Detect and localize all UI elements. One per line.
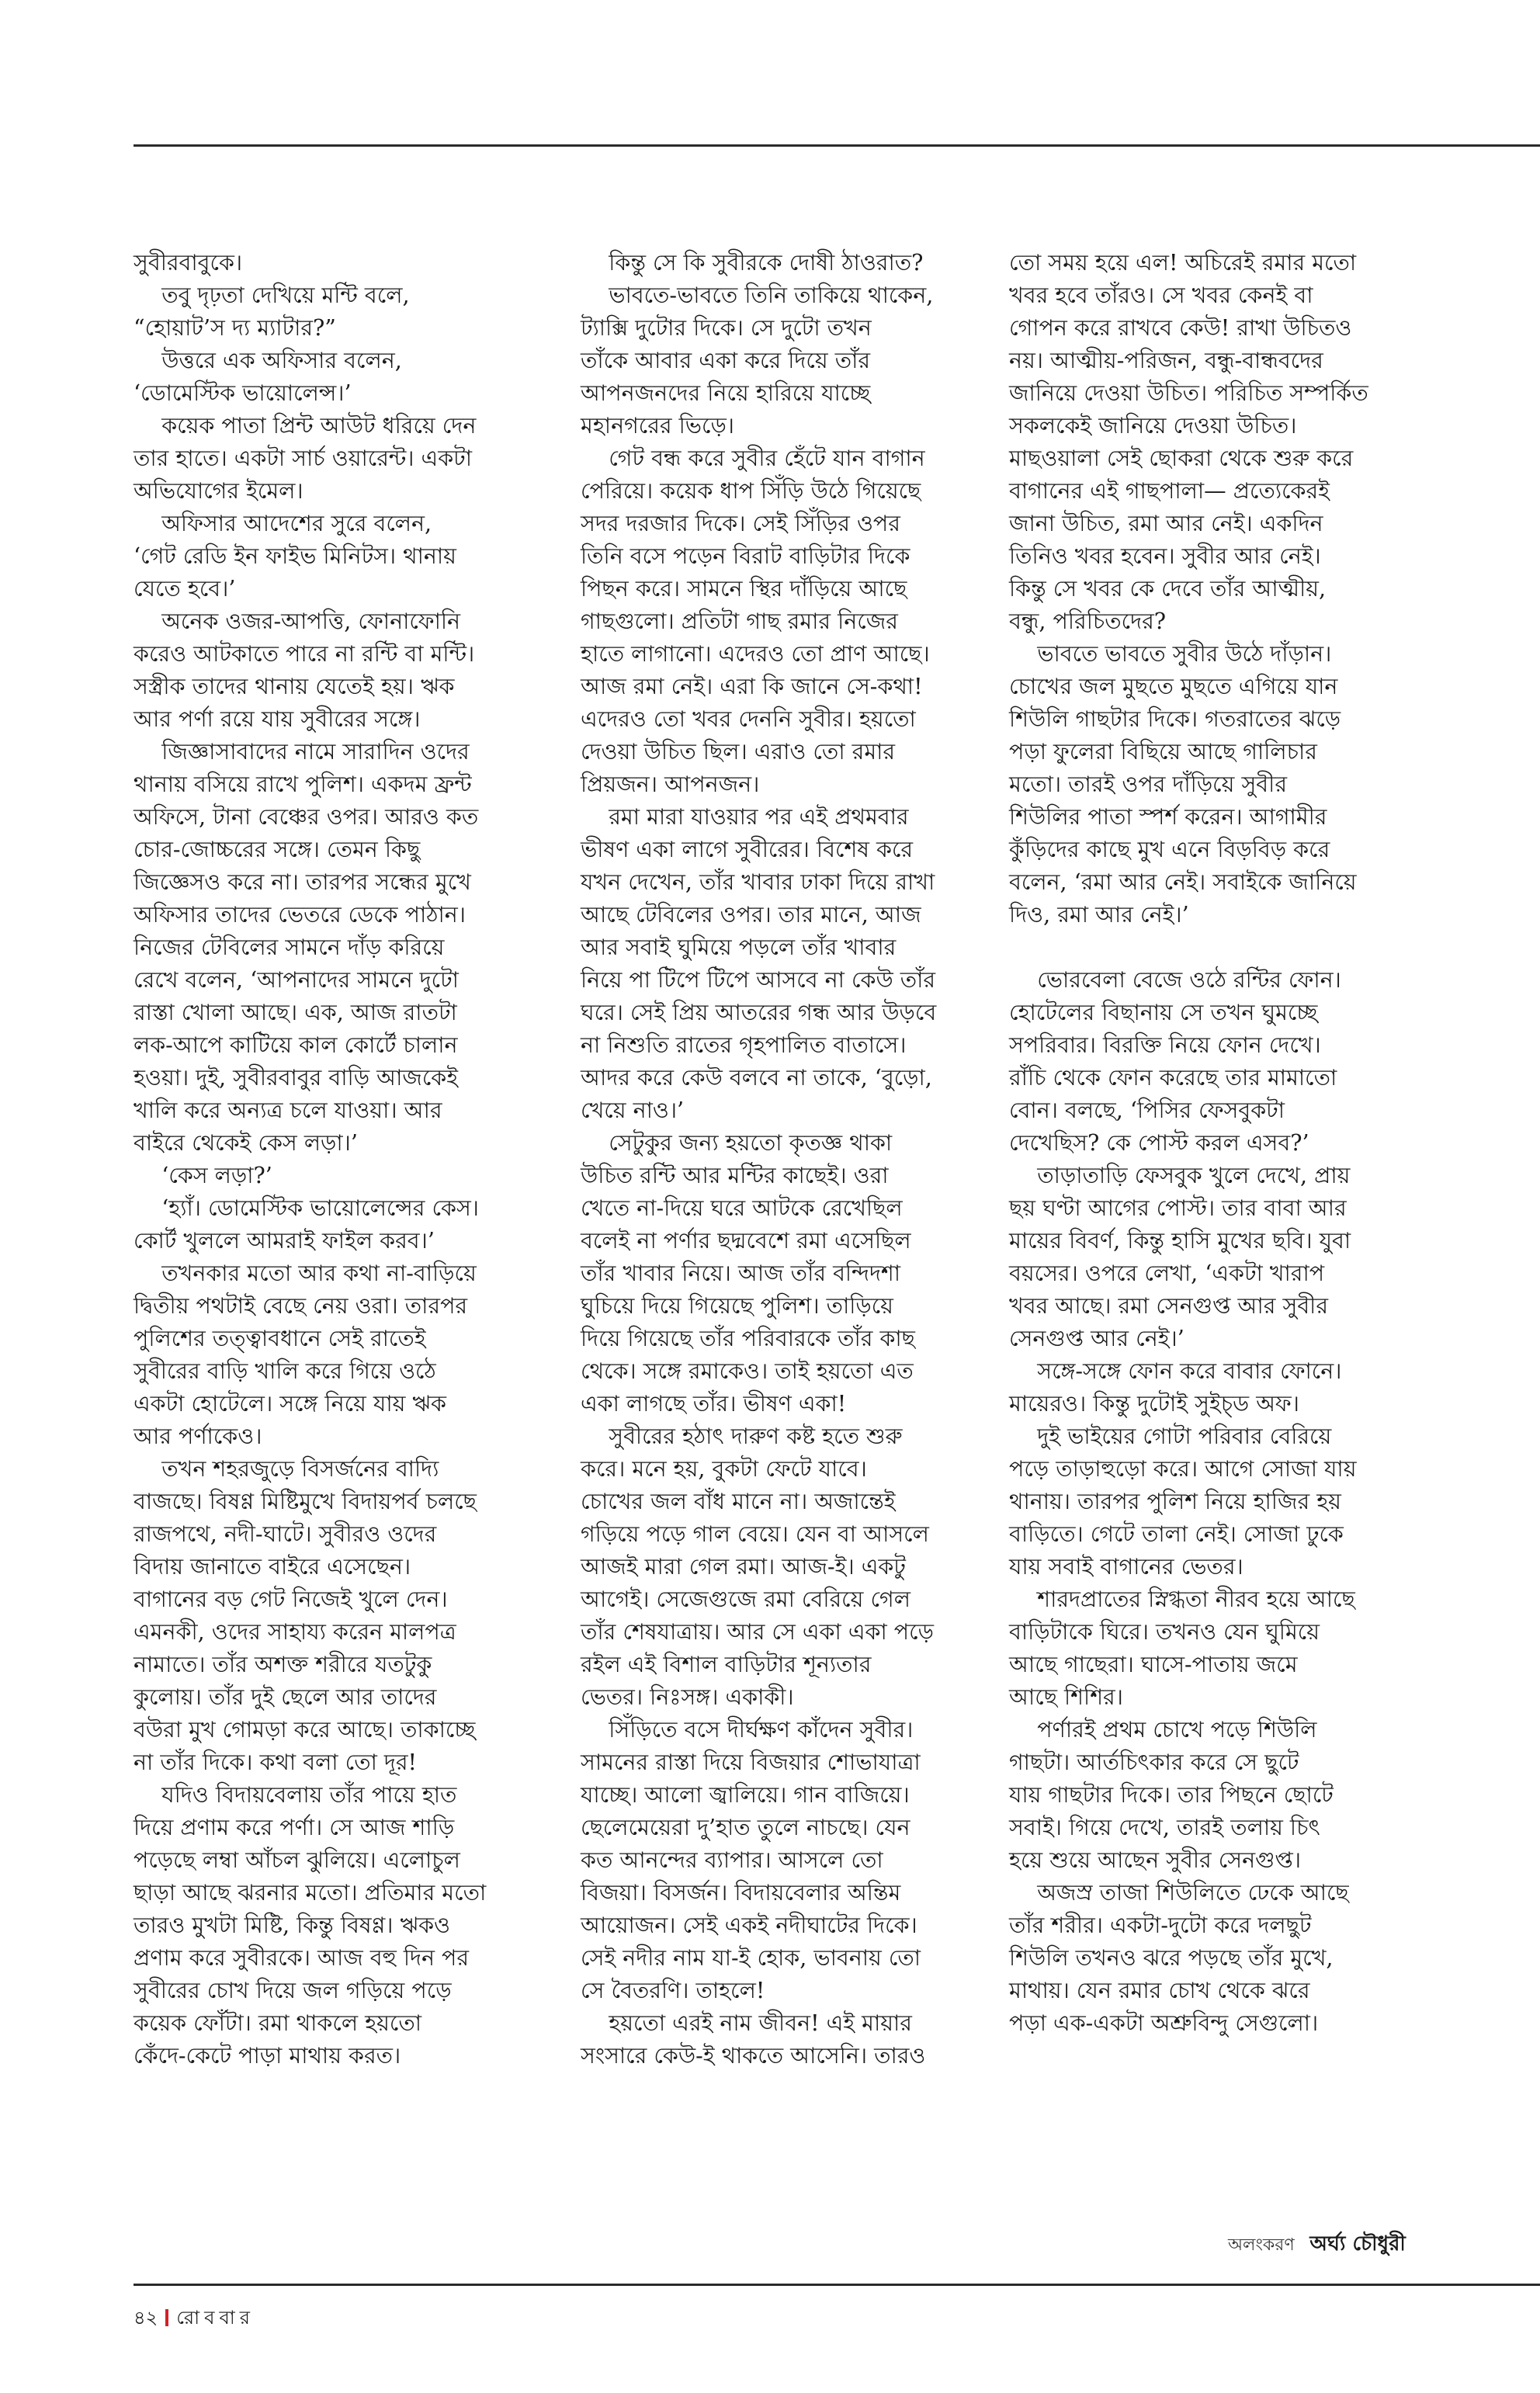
text-line: নামাতে। তাঁর অশক্ত শরীরে যতটুকু <box>134 1652 432 1677</box>
text-line: চোখের জল বাঁধ মানে না। অজান্তেই <box>581 1489 896 1514</box>
text-line: তাড়াতাড়ি ফেসবুক খুলে দেখে, প্রায় <box>1009 1163 1351 1188</box>
text-line: তিনি বসে পড়েন বিরাট বাড়িটার দিকে <box>581 543 910 569</box>
text-line: পড়া ফুলেরা বিছিয়ে আছে গালিচার <box>1009 739 1317 765</box>
text-line: যায় গাছটার দিকে। তার পিছনে ছোটে <box>1009 1782 1334 1808</box>
page-footer <box>134 2304 255 2335</box>
text-line: হোটেলের বিছানায় সে তখন ঘুমচ্ছে <box>1009 1000 1318 1025</box>
text-line: করে। মনে হয়, বুকটা ফেটে যাবে। <box>581 1456 867 1482</box>
text-line: না নিশুতি রাতের গৃহপালিত বাতাসে। <box>581 1032 907 1058</box>
text-line: যখন দেখেন, তাঁর খাবার ঢাকা দিয়ে রাখা <box>581 869 935 895</box>
text-line: রাস্তা খোলা আছে। এক, আজ রাতটা <box>134 1000 457 1025</box>
article-column-1 <box>134 247 546 2072</box>
text-line: হাতে লাগানো। এদেরও তো প্রাণ আছে। <box>581 641 930 667</box>
text-line: বিজয়া। বিসর্জন। বিদায়বেলার অন্তিম <box>581 1880 901 1906</box>
text-line: খালি করে অন্যত্র চলে যাওয়া। আর <box>134 1098 442 1123</box>
bottom-rule <box>134 2284 1540 2286</box>
text-line: যদিও বিদায়বেলায় তাঁর পায়ে হাত <box>134 1782 457 1808</box>
text-line: দ্বিতীয় পথটাই বেছে নেয় ওরা। তারপর <box>134 1293 468 1319</box>
text-line: সুবীরের চোখ দিয়ে জল গড়িয়ে পড়ে <box>134 1978 452 2003</box>
text-line: আজ রমা নেই। এরা কি জানে সে-কথা! <box>581 674 923 699</box>
text-line: বোন। বলছে, ‘পিসির ফেসবুকটা <box>1009 1098 1285 1123</box>
text-line: জিজ্ঞেসও করে না। তারপর সন্ধের মুখে <box>134 869 471 895</box>
text-line: অজস্র তাজা শিউলিতে ঢেকে আছে <box>1009 1880 1349 1906</box>
text-line: ছয় ঘণ্টা আগের পোস্ট। তার বাবা আর <box>1009 1195 1347 1221</box>
text-line: সুবীরের বাড়ি খালি করে গিয়ে ওঠে <box>134 1358 436 1384</box>
text-line: বাজছে। বিষণ্ণ মিষ্টিমুখে বিদায়পর্ব চলছে <box>134 1489 477 1514</box>
text-line: পিছন করে। সামনে স্থির দাঁড়িয়ে আছে <box>581 576 907 602</box>
text-line: চোর-জোচ্চরের সঙ্গে। তেমন কিছু <box>134 837 421 862</box>
text-line: ঘরে। সেই প্রিয় আতরের গন্ধ আর উড়বে <box>581 1000 937 1025</box>
text-line: তখন শহরজুড়ে বিসর্জনের বাদ্যি <box>134 1456 439 1482</box>
folio-divider <box>165 2309 168 2326</box>
text-line: অফিসে, টানা বেঞ্চের ওপর। আরও কত <box>134 804 479 830</box>
text-line: “হোয়াট’স দ্য ম্যাটার?” <box>134 315 336 341</box>
text-line: অফিসার তাদের ভেতরে ডেকে পাঠান। <box>134 902 466 928</box>
illustrator-name: অর্ঘ্য চৌধুরী <box>1309 2232 1406 2256</box>
text-line: দেওয়া উচিত ছিল। এরাও তো রমার <box>581 739 896 765</box>
text-line: খেয়ে নাও।’ <box>581 1098 685 1123</box>
text-line: শারদপ্রাতের স্নিগ্ধতা নীরব হয়ে আছে <box>1009 1587 1355 1612</box>
text-line: কয়েক পাতা প্রিন্ট আউট ধরিয়ে দেন <box>134 413 477 439</box>
text-line: পেরিয়ে। কয়েক ধাপ সিঁড়ি উঠে গিয়েছে <box>581 478 921 504</box>
text-line: মাছওয়ালা সেই ছোকরা থেকে শুরু করে <box>1009 446 1354 471</box>
text-line: ‘গেট রেডি ইন ফাইভ মিনিটস। থানায় <box>134 543 456 569</box>
text-line: সে বৈতরণি। তাহলে! <box>581 1978 765 2003</box>
text-line: তারও মুখটা মিষ্টি, কিন্তু বিষণ্ণ। ঋকও <box>134 1913 450 1938</box>
text-line: সবাই। গিয়ে দেখে, তারই তলায় চিৎ <box>1009 1815 1320 1840</box>
text-line: মতো। তারই ওপর দাঁড়িয়ে সুবীর <box>1009 772 1288 797</box>
text-line: থেকে। সঙ্গে রমাকেও। তাই হয়তো এত <box>581 1358 914 1384</box>
text-line: ঘুচিয়ে দিয়ে গিয়েছে পুলিশ। তাড়িয়ে <box>581 1293 893 1319</box>
text-line: শিউলি গাছটার দিকে। গতরাতের ঝড়ে <box>1009 706 1341 732</box>
text-line: খেতে না-দিয়ে ঘরে আটকে রেখেছিল <box>581 1195 903 1221</box>
text-line: মায়েরও। কিন্তু দুটোই সুইচ্‌ড অফ। <box>1009 1391 1299 1417</box>
text-line: আছে টেবিলের ওপর। তার মানে, আজ <box>581 902 921 928</box>
text-line: হওয়া। দুই, সুবীরবাবুর বাড়ি আজকেই <box>134 1065 459 1091</box>
text-line: তাঁর খাবার নিয়ে। আজ তাঁর বন্দিদশা <box>581 1261 901 1286</box>
text-line: কিন্তু সে খবর কে দেবে তাঁর আত্মীয়, <box>1009 576 1327 602</box>
text-line: আর পর্ণা রয়ে যায় সুবীরের সঙ্গে। <box>134 706 421 732</box>
text-line: সেটুকুর জন্য হয়তো কৃতজ্ঞ থাকা <box>581 1130 893 1156</box>
text-line: কত আনন্দের ব্যাপার। আসলে তো <box>581 1847 883 1873</box>
text-line: বাগানের এই গাছপালা— প্রত্যেকেরই <box>1009 478 1330 504</box>
text-line: ট্যাক্সি দুটোর দিকে। সে দুটো তখন <box>581 315 872 341</box>
text-line: জানিয়ে দেওয়া উচিত। পরিচিত সম্পর্কিত <box>1009 380 1368 406</box>
text-line: তিনিও খবর হবেন। সুবীর আর নেই। <box>1009 543 1321 569</box>
text-line: গেট বন্ধ করে সুবীর হেঁটে যান বাগান <box>581 446 925 471</box>
text-line: কেঁদে-কেটে পাড়া মাথায় করত। <box>134 2043 401 2069</box>
text-line: সংসারে কেউ-ই থাকতে আসেনি। তারও <box>581 2043 926 2069</box>
text-line: দেখেছিস? কে পোস্ট করল এসব?’ <box>1009 1130 1309 1156</box>
text-line: আগেই। সেজেগুজে রমা বেরিয়ে গেল <box>581 1587 910 1612</box>
text-line: খবর হবে তাঁরও। সে খবর কেনই বা <box>1009 283 1313 308</box>
text-line: তো সময় হয়ে এল! অচিরেই রমার মতো <box>1009 250 1357 276</box>
text-line: দিও, রমা আর নেই।’ <box>1009 902 1189 928</box>
text-line: আদর করে কেউ বলবে না তাকে, ‘বুড়ো, <box>581 1065 932 1091</box>
text-line: ভাবতে ভাবতে সুবীর উঠে দাঁড়ান। <box>1009 641 1332 667</box>
text-line: রাঁচি থেকে ফোন করেছে তার মামাতো <box>1009 1065 1337 1091</box>
text-line: ছাড়া আছে ঝরনার মতো। প্রতিমার মতো <box>134 1880 487 1906</box>
text-line: নিয়ে পা টিপে টিপে আসবে না কেউ তাঁর <box>581 967 936 993</box>
text-line: নিজের টেবিলের সামনে দাঁড় করিয়ে <box>134 935 445 960</box>
text-line: তাঁর শরীর। একটা-দুটো করে দলছুট <box>1009 1913 1312 1938</box>
text-line: তার হাতে। একটা সার্চ ওয়ারেন্ট। একটা <box>134 446 472 471</box>
article-column-3 <box>1009 247 1444 2040</box>
text-line: প্রিয়জন। আপনজন। <box>581 772 760 797</box>
text-line: একা লাগছে তাঁর। ভীষণ একা! <box>581 1391 847 1417</box>
text-line: কুঁড়িদের কাছে মুখ এনে বিড়বিড় করে <box>1009 837 1330 862</box>
text-line: গোপন করে রাখবে কেউ! রাখা উচিতও <box>1009 315 1352 341</box>
text-line <box>1009 931 1444 964</box>
text-line: পড়েছে লম্বা আঁচল ঝুলিয়ে। এলোচুল <box>134 1847 460 1873</box>
text-line: পড়া এক-একটা অশ্রুবিন্দু সেগুলো। <box>1009 2010 1319 2036</box>
text-line: আর পর্ণাকেও। <box>134 1424 262 1449</box>
text-line: বন্ধু, পরিচিতদের? <box>1009 609 1167 634</box>
text-line: অফিসার আদেশের সুরে বলেন, <box>134 511 432 536</box>
text-line: পড়ে তাড়াহুড়ো করে। আগে সোজা যায় <box>1009 1456 1357 1482</box>
text-line: অনেক ওজর-আপত্তি, ফোনাফোনি <box>134 609 461 634</box>
text-line: মায়ের বিবর্ণ, কিন্তু হাসি মুখের ছবি। যুবা <box>1009 1228 1351 1254</box>
text-line: থানায়। তারপর পুলিশ নিয়ে হাজির হয় <box>1009 1489 1341 1514</box>
text-line: ভেতর। নিঃসঙ্গ। একাকী। <box>581 1684 794 1710</box>
text-line: যায় সবাই বাগানের ভেতর। <box>1009 1554 1243 1580</box>
text-line: তাঁকে আবার একা করে দিয়ে তাঁর <box>581 348 871 373</box>
text-line: মাথায়। যেন রমার চোখ থেকে ঝরে <box>1009 1978 1310 2003</box>
text-line: থানায় বসিয়ে রাখে পুলিশ। একদম ফ্রন্ট <box>134 772 472 797</box>
article-column-2 <box>581 247 994 2072</box>
top-rule <box>134 144 1540 147</box>
text-line: তাঁর শেষযাত্রায়। আর সে একা একা পড়ে <box>581 1619 934 1645</box>
text-line: জিজ্ঞাসাবাদের নামে সারাদিন ওদের <box>134 739 470 765</box>
text-line: শিউলি তখনও ঝরে পড়ছে তাঁর মুখে, <box>1009 1945 1334 1971</box>
text-line: প্রণাম করে সুবীরকে। আজ বহু দিন পর <box>134 1945 470 1971</box>
text-line: খবর আছে। রমা সেনগুপ্ত আর সুবীর <box>1009 1293 1329 1319</box>
text-line: সপরিবার। বিরক্তি নিয়ে ফোন দেখে। <box>1009 1032 1321 1058</box>
text-line: আপনজনদের নিয়ে হারিয়ে যাচ্ছে <box>581 380 871 406</box>
credit-label: অলংকরণ <box>1228 2235 1295 2255</box>
text-line: হয়ে শুয়ে আছেন সুবীর সেনগুপ্ত। <box>1009 1847 1302 1873</box>
text-line: ভোরবেলা বেজে ওঠে রন্টির ফোন। <box>1009 967 1341 993</box>
text-line: সেই নদীর নাম যা-ই হোক, ভাবনায় তো <box>581 1945 921 1971</box>
text-line: পর্ণারই প্রথম চোখে পড়ে শিউলি <box>1009 1717 1317 1743</box>
text-line: যেতে হবে।’ <box>134 576 236 602</box>
text-line: পুলিশের তত্ত্বাবধানে সেই রাতেই <box>134 1326 426 1351</box>
text-line: বলেই না পর্ণার ছদ্মবেশে রমা এসেছিল <box>581 1228 911 1254</box>
magazine-name: রোববার <box>176 2307 255 2329</box>
text-line: আর সবাই ঘুমিয়ে পড়লে তাঁর খাবার <box>581 935 897 960</box>
text-line: বউরা মুখ গোমড়া করে আছে। তাকাচ্ছে <box>134 1717 476 1743</box>
text-line: এমনকী, ওদের সাহায্য করেন মালপত্র <box>134 1619 456 1645</box>
text-line: দিয়ে গিয়েছে তাঁর পরিবারকে তাঁর কাছ <box>581 1326 915 1351</box>
text-line: মহানগরের ভিড়ে। <box>581 413 734 439</box>
text-line: আজই মারা গেল রমা। আজ-ই। একটু <box>581 1554 906 1580</box>
text-line: এদেরও তো খবর দেননি সুবীর। হয়তো <box>581 706 916 732</box>
text-line: জানা উচিত, রমা আর নেই। একদিন <box>1009 511 1323 536</box>
text-line: যাচ্ছে। আলো জ্বালিয়ে। গান বাজিয়ে। <box>581 1782 910 1808</box>
text-line: উচিত রন্টি আর মন্টির কাছেই। ওরা <box>581 1163 889 1188</box>
text-line: বয়সের। ওপরে লেখা, ‘একটা খারাপ <box>1009 1261 1325 1286</box>
text-line: বাড়িটাকে ঘিরে। তখনও যেন ঘুমিয়ে <box>1009 1619 1320 1645</box>
text-line: দুই ভাইয়ের গোটা পরিবার বেরিয়ে <box>1009 1424 1332 1449</box>
text-line: চোখের জল মুছতে মুছতে এগিয়ে যান <box>1009 674 1338 699</box>
text-line: সুবীরের হঠাৎ দারুণ কষ্ট হতে শুরু <box>581 1424 903 1449</box>
text-line: বাইরে থেকেই কেস লড়া।’ <box>134 1130 358 1156</box>
text-line: সুবীরবাবুকে। <box>134 250 243 276</box>
text-line: উত্তরে এক অফিসার বলেন, <box>134 348 402 373</box>
text-line: সকলকেই জানিয়ে দেওয়া উচিত। <box>1009 413 1297 439</box>
text-line: রাজপথে, নদী-ঘাটে। সুবীরও ওদের <box>134 1521 437 1547</box>
text-line: সদর দরজার দিকে। সেই সিঁড়ির ওপর <box>581 511 900 536</box>
text-line: সঙ্গে-সঙ্গে ফোন করে বাবার ফোনে। <box>1009 1358 1342 1384</box>
text-line: ভাবতে-ভাবতে তিনি তাকিয়ে থাকেন, <box>581 283 934 308</box>
text-line: বিদায় জানাতে বাইরে এসেছেন। <box>134 1554 411 1580</box>
text-line: আছে গাছেরা। ঘাসে-পাতায় জমে <box>1009 1652 1298 1677</box>
illustration-credit <box>1228 2228 1406 2262</box>
text-line: হয়তো এরই নাম জীবন! এই মায়ার <box>581 2010 912 2036</box>
text-line: সিঁড়িতে বসে দীর্ঘক্ষণ কাঁদেন সুবীর। <box>581 1717 914 1743</box>
text-line: কিন্তু সে কি সুবীরকে দোষী ঠাওরাত? <box>581 250 924 276</box>
text-line: গড়িয়ে পড়ে গাল বেয়ে। যেন বা আসলে <box>581 1521 929 1547</box>
text-line: গাছটা। আর্তচিৎকার করে সে ছুটে <box>1009 1750 1299 1775</box>
text-line: আছে শিশির। <box>1009 1684 1123 1710</box>
text-line: ভীষণ একা লাগে সুবীরের। বিশেষ করে <box>581 837 914 862</box>
text-line: রইল এই বিশাল বাড়িটার শূন্যতার <box>581 1652 872 1677</box>
text-line: করেও আটকাতে পারে না রন্টি বা মন্টি। <box>134 641 475 667</box>
text-line: রমা মারা যাওয়ার পর এই প্রথমবার <box>581 804 909 830</box>
text-line: ‘হ্যাঁ। ডোমেস্টিক ভায়োলেন্সের কেস। <box>134 1195 479 1221</box>
text-line: সস্ত্রীক তাদের থানায় যেতেই হয়। ঋক <box>134 674 455 699</box>
text-line: সামনের রাস্তা দিয়ে বিজয়ার শোভাযাত্রা <box>581 1750 921 1775</box>
text-line: তবু দৃঢ়তা দেখিয়ে মন্টি বলে, <box>134 283 410 308</box>
text-line: কুলোয়। তাঁর দুই ছেলে আর তাদের <box>134 1684 437 1710</box>
text-line: নয়। আত্মীয়-পরিজন, বন্ধু-বান্ধবদের <box>1009 348 1323 373</box>
text-line: দিয়ে প্রণাম করে পর্ণা। সে আজ শাড়ি <box>134 1815 455 1840</box>
text-line: তখনকার মতো আর কথা না-বাড়িয়ে <box>134 1261 477 1286</box>
text-line: না তাঁর দিকে। কথা বলা তো দূর! <box>134 1750 418 1775</box>
text-line: গাছগুলো। প্রতিটা গাছ রমার নিজের <box>581 609 898 634</box>
text-line: লক-আপে কাটিয়ে কাল কোর্টে চালান <box>134 1032 458 1058</box>
text-line: ছেলেমেয়েরা দু’হাত তুলে নাচছে। যেন <box>581 1815 910 1840</box>
text-line: সেনগুপ্ত আর নেই।’ <box>1009 1326 1184 1351</box>
text-line: কোর্ট খুললে আমরাই ফাইল করব।’ <box>134 1228 435 1254</box>
text-line: অভিযোগের ইমেল। <box>134 478 303 504</box>
text-line: একটা হোটেলে। সঙ্গে নিয়ে যায় ঋক <box>134 1391 446 1417</box>
text-line: কয়েক ফোঁটা। রমা থাকলে হয়তো <box>134 2010 421 2036</box>
text-line: বাগানের বড় গেট নিজেই খুলে দেন। <box>134 1587 448 1612</box>
page-number: ৪২ <box>134 2307 158 2329</box>
text-line: বাড়িতে। গেটে তালা নেই। সোজা ঢুকে <box>1009 1521 1344 1547</box>
text-line: ‘ডোমেস্টিক ভায়োলেন্স।’ <box>134 380 352 406</box>
text-line: বলেন, ‘রমা আর নেই। সবাইকে জানিয়ে <box>1009 869 1357 895</box>
text-line: ‘কেস লড়া?’ <box>134 1163 272 1188</box>
text-line: রেখে বলেন, ‘আপনাদের সামনে দুটো <box>134 967 459 993</box>
text-line: শিউলির পাতা স্পর্শ করেন। আগামীর <box>1009 804 1327 830</box>
text-line: আয়োজন। সেই একই নদীঘাটের দিকে। <box>581 1913 917 1938</box>
